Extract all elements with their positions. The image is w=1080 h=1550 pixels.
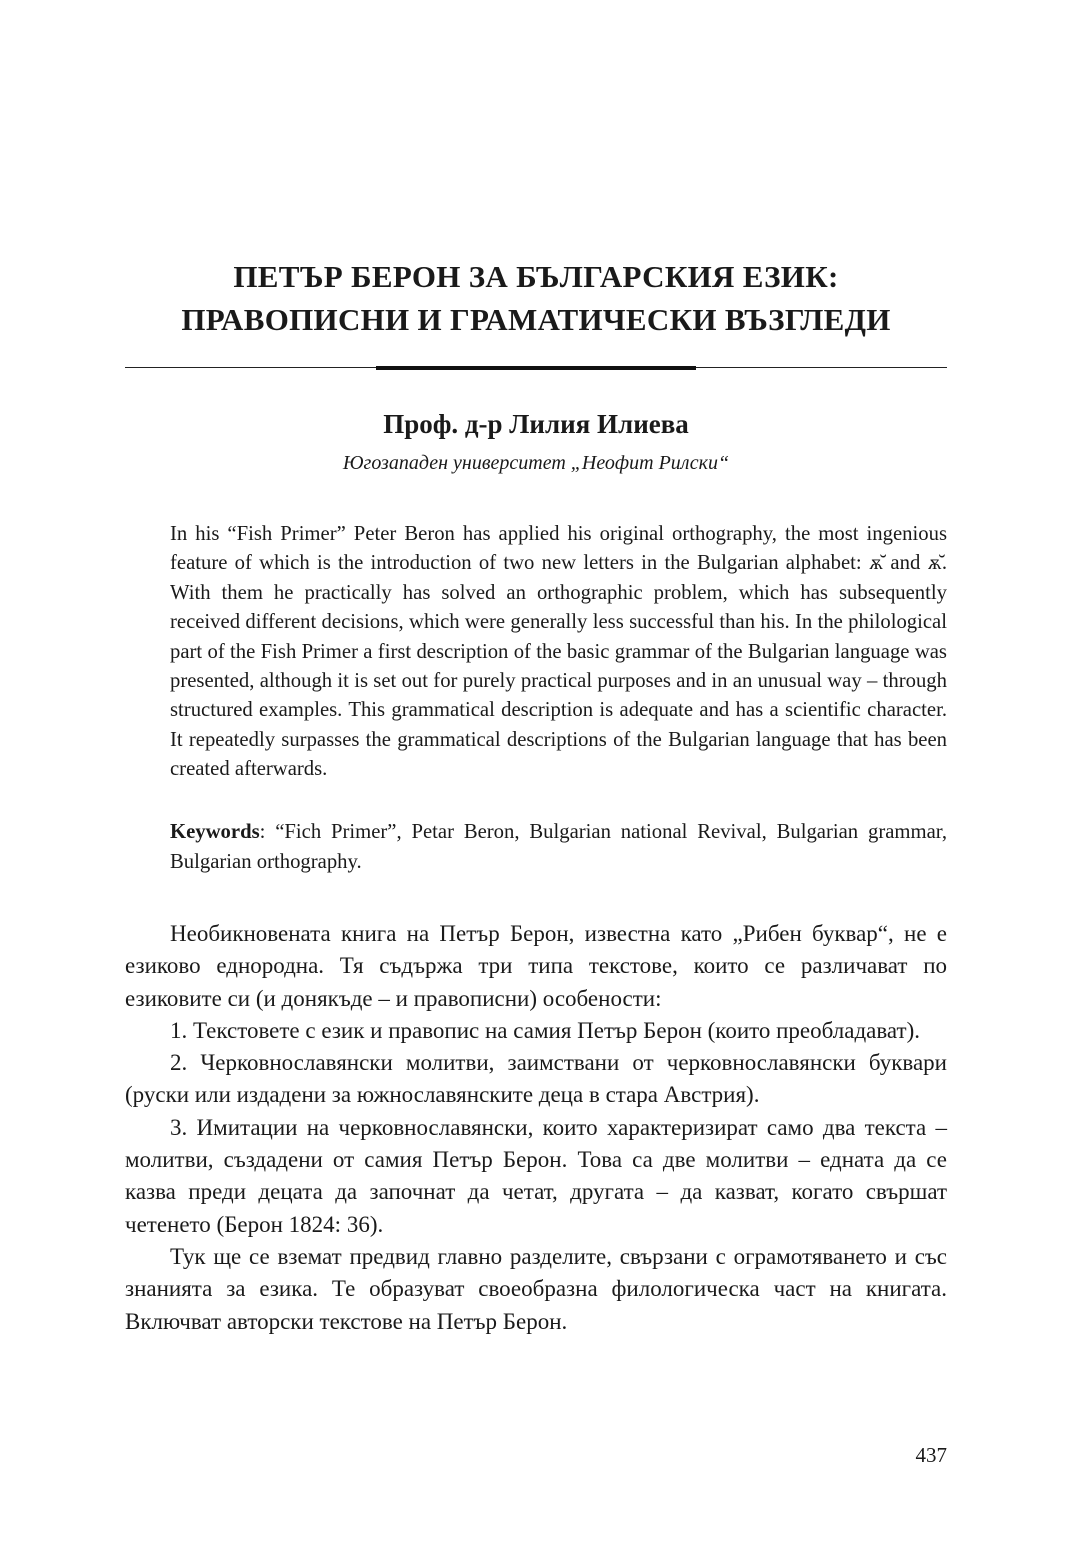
- author-name: Проф. д-р Лилия Илиева: [383, 409, 689, 439]
- article-title: [125, 255, 947, 341]
- title-divider-thick: [376, 366, 696, 370]
- article-title-line-2: ПРАВОПИСНИ И ГРАМАТИЧЕСКИ ВЪЗГЛЕДИ: [181, 302, 891, 337]
- body-paragraph: Необикновената книга на Петър Берон, известна като „Рибен буквар“, не е езиково еднородна. Тя съдържа три типа текстове, които се различават по езиковите си (и донякъде – и правописни) особености:: [125, 921, 947, 1011]
- body-paragraph: 2. Черковнославянски молитви, заимствани от черковнославянски буквари (руски или издадени за южнославянските деца в стара Австрия).: [125, 1050, 947, 1108]
- body-paragraph: Тук ще се вземат предвид главно разделите, свързани с ограмотяването и със знанията за езика. Те образуват своеобразна филологическа част на книгата. Включват авторски текстове на Петър Берон.: [125, 1243, 947, 1334]
- keywords: [170, 817, 947, 877]
- body-text: [125, 918, 947, 1338]
- keywords-label: Keywords: [170, 821, 260, 843]
- author-affiliation: Югозападен университет „Неофит Рилски“: [342, 452, 730, 474]
- keywords-text: : “Fich Primer”, Petar Beron, Bulgarian national Revival, Bulgarian grammar, Bulgarian orthography.: [170, 821, 947, 873]
- abstract-text: In his “Fish Primer” Peter Beron has applied his original orthography, the most ingenious feature of which is the introduction of two new letters in the Bulgarian alphabet: ѫ̆ and ѫ̆. With them he practically has solved an orthographic problem, which has subsequently received different decisions, which were generally less successful than his. In the philological part of the Fish Primer a first description of the basic grammar of the Bulgarian language was presented, although it is set out for purely practical purposes and in an unusual way – through structured examples. This grammatical description is adequate and has a scientific character. It repeatedly surpasses the grammatical descriptions of the Bulgarian language that has been created afterwards.: [170, 523, 947, 781]
- article-title-line-1: ПЕТЪР БЕРОН ЗА БЪЛГАРСКИЯ ЕЗИК:: [233, 259, 839, 294]
- body-paragraph: 3. Имитации на черковнославянски, които характеризират само два текста – молитви, създадени от самия Петър Берон. Това са две молитви – едната да се казва преди децата да започнат да четат, другата – да казват, когато свършат четенето (Берон 1824: 36).: [125, 1114, 947, 1237]
- page-number: 437: [915, 1443, 947, 1467]
- body-paragraph: 1. Текстовете с език и правопис на самия Петър Берон (които преобладават).: [170, 1017, 920, 1043]
